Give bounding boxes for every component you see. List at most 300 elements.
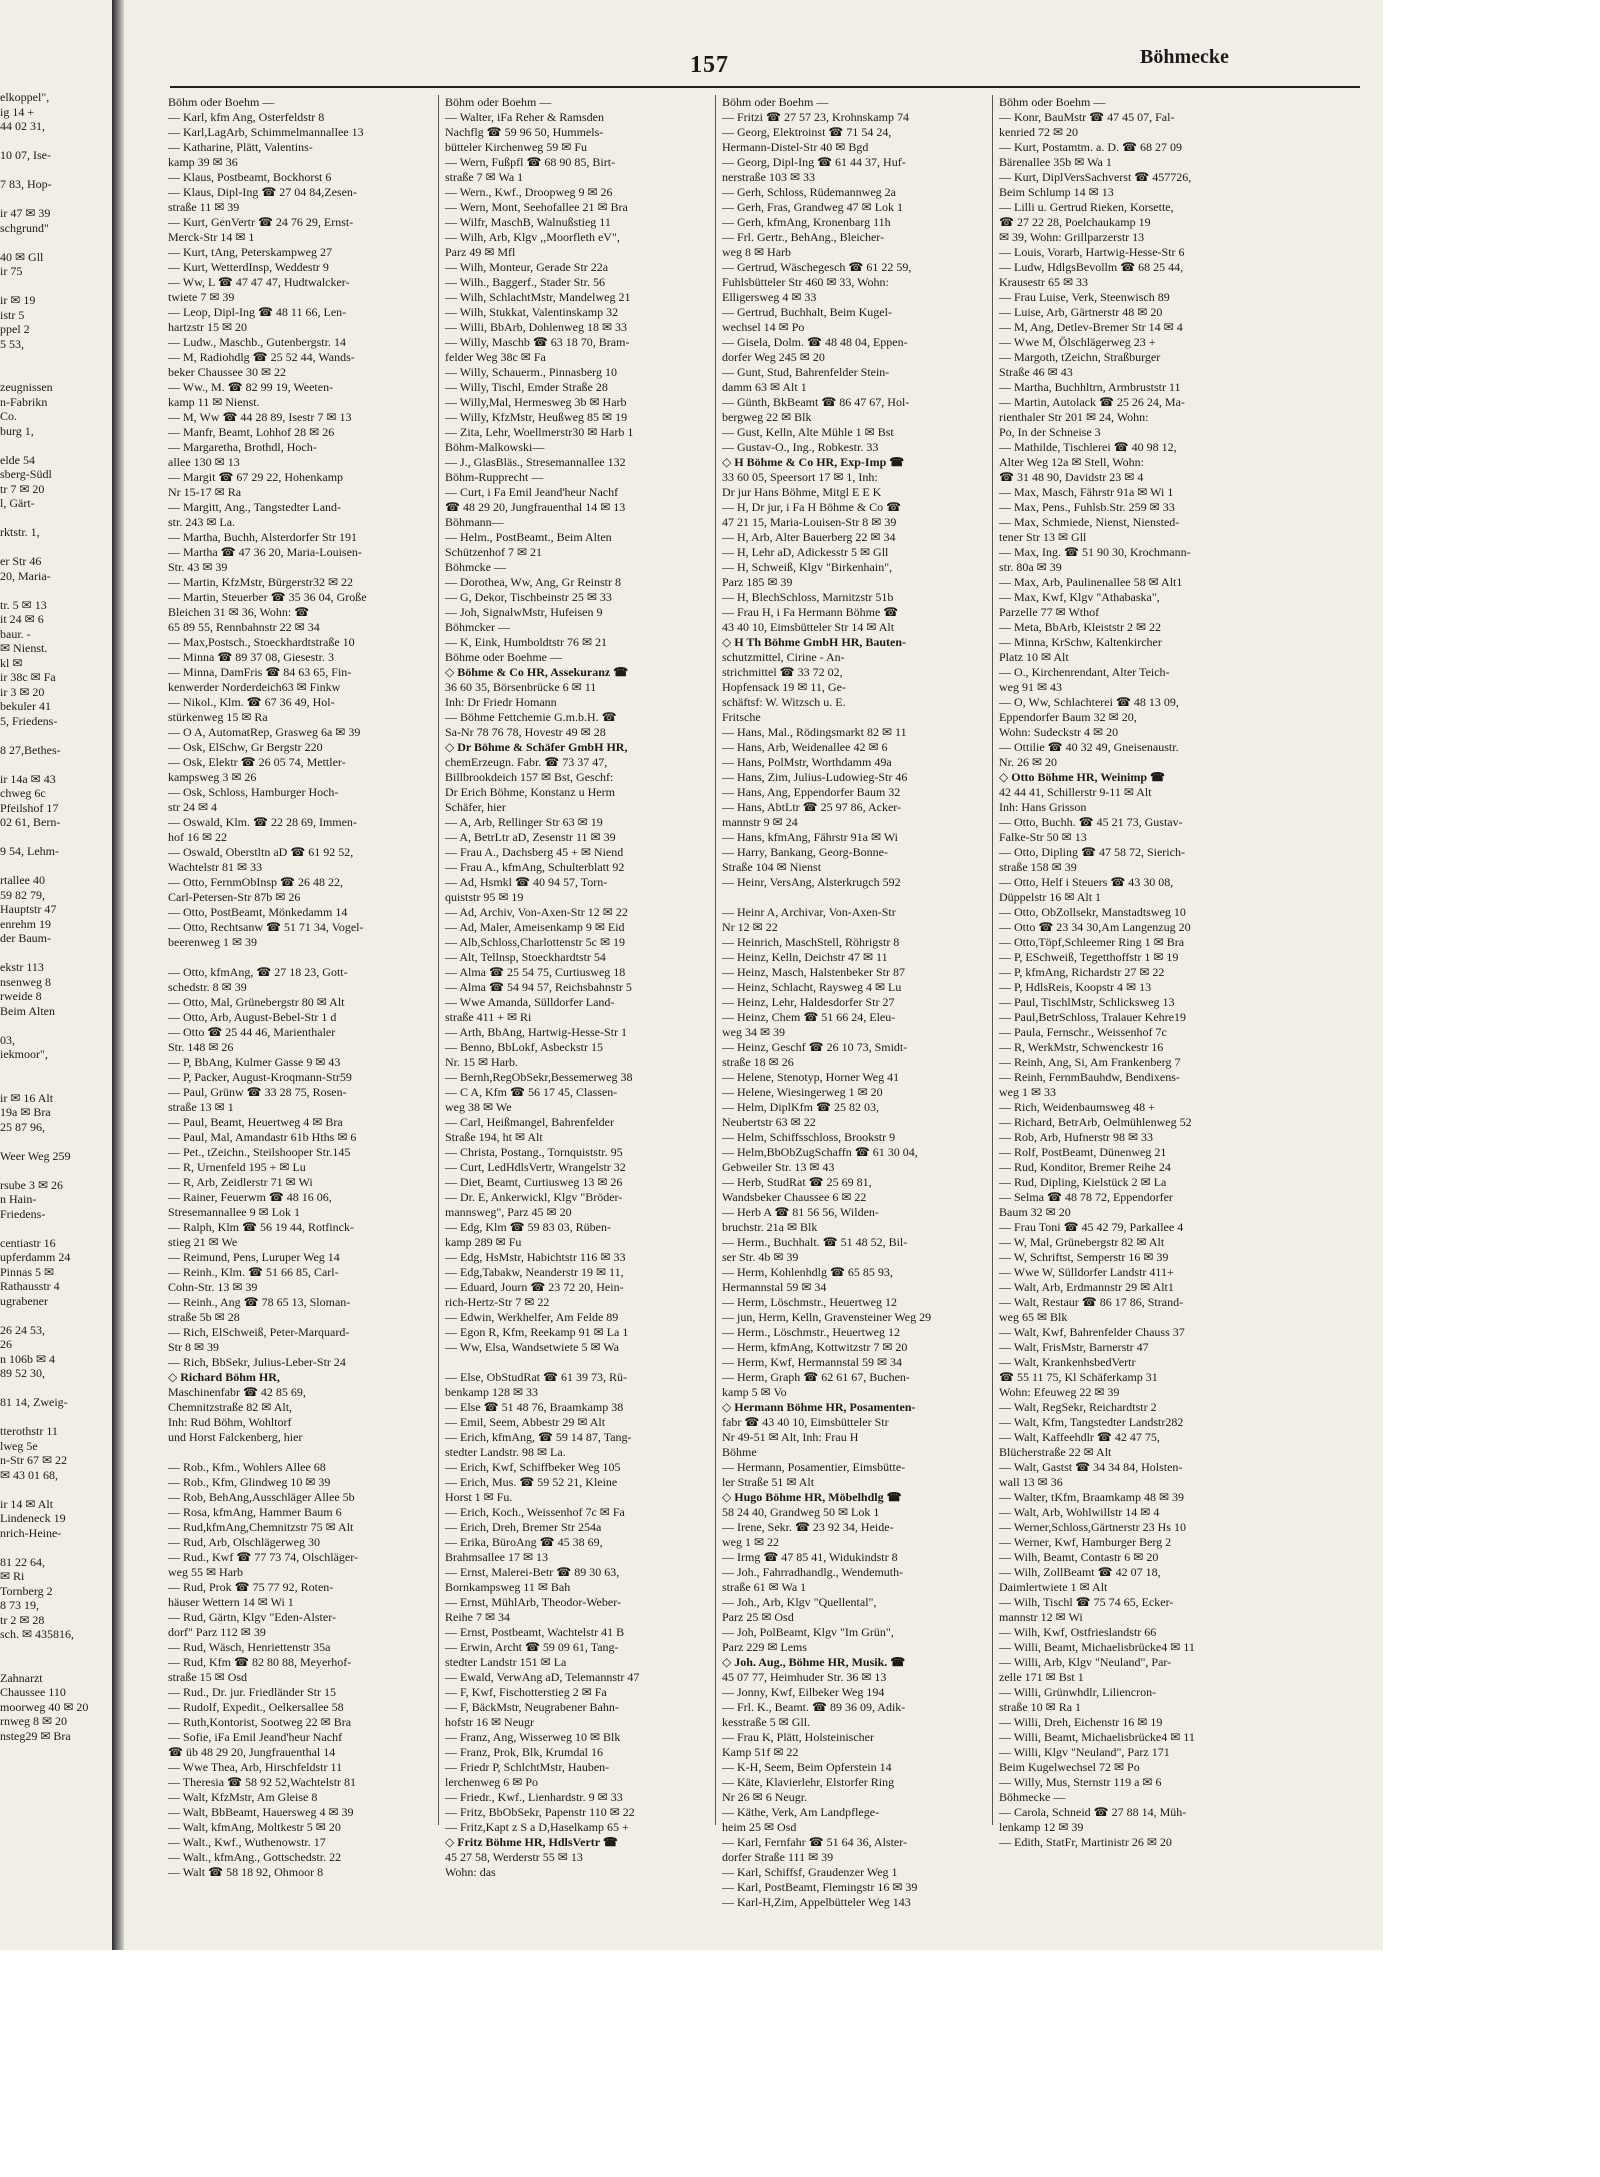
directory-entry-line: — Rud, Wäsch, Henriettenstr 35a bbox=[168, 1640, 331, 1654]
directory-entry-line: — Rud,kfmAng,Chemnitzstr 75 ✉ Alt bbox=[168, 1520, 354, 1534]
directory-entry-line: — Alt, Tellnsp, Stoeckhardtstr 54 bbox=[445, 950, 606, 964]
directory-entry-line: Nr 26 ✉ 6 Neugr. bbox=[722, 1790, 808, 1804]
directory-entry-line: 33 60 05, Speersort 17 ✉ 1, Inh: bbox=[722, 470, 878, 484]
directory-entry-line: — Sofie, iFa Emil Jeand'heur Nachf bbox=[168, 1730, 343, 1744]
directory-entry-line: — O, Ww, Schlachterei ☎ 48 13 09, bbox=[999, 695, 1179, 709]
left-fragment-line: tr. 5 ✉ 13 bbox=[0, 597, 47, 612]
directory-entry-line: — Rud, Dipling, Kielstück 2 ✉ La bbox=[999, 1175, 1167, 1189]
directory-entry-line: straße 11 ✉ 39 bbox=[168, 200, 240, 214]
column-divider bbox=[438, 95, 439, 1825]
directory-entry-line: ◇ Fritz Böhme HR, HdlsVertr ☎ bbox=[445, 1835, 618, 1849]
directory-entry-line: — Jonny, Kwf, Eilbeker Weg 194 bbox=[722, 1685, 885, 1699]
directory-entry-line: — Carola, Schneid ☎ 27 88 14, Müh- bbox=[999, 1805, 1187, 1819]
left-fragment-line: lweg 5e bbox=[0, 1438, 38, 1453]
directory-entry-line: quiststr 95 ✉ 19 bbox=[445, 890, 524, 904]
directory-entry-line: tener Str 13 ✉ Gll bbox=[999, 530, 1087, 544]
directory-entry-line: — Karl,LagArb, Schimmelmannallee 13 bbox=[168, 125, 364, 139]
directory-entry-line: ◇ Richard Böhm HR, bbox=[168, 1370, 280, 1384]
left-fragment-line bbox=[0, 1482, 110, 1497]
directory-entry-line: kenried 72 ✉ 20 bbox=[999, 125, 1079, 139]
left-fragment-line: elde 54 bbox=[0, 452, 35, 467]
directory-entry-line: Nr 15-17 ✉ Ra bbox=[168, 485, 242, 499]
directory-entry-line: — Walt., kfmAng., Gottschedstr. 22 bbox=[168, 1850, 342, 1864]
directory-entry-line: — Käthe, Verk, Am Landpflege- bbox=[722, 1805, 880, 1819]
directory-entry-line: — Kurt, Postamtm. a. D. ☎ 68 27 09 bbox=[999, 140, 1182, 154]
directory-entry-line: — Martha, Buchh, Alsterdorfer Str 191 bbox=[168, 530, 357, 544]
left-fragment-line: n Hain- bbox=[0, 1192, 37, 1206]
directory-entry-line: nerstraße 103 ✉ 33 bbox=[722, 170, 816, 184]
left-fragment-line: centiastr 16 bbox=[0, 1235, 56, 1250]
directory-entry-line: straße 10 ✉ Ra 1 bbox=[999, 1700, 1082, 1714]
directory-entry-line: — Edwin, Werkhelfer, Am Felde 89 bbox=[445, 1310, 619, 1324]
directory-entry-line: rich-Hertz-Str 7 ✉ 22 bbox=[445, 1295, 550, 1309]
directory-entry-line: — Fritzi ☎ 27 57 23, Krohnskamp 74 bbox=[722, 110, 909, 124]
directory-entry-line: — Otto ☎ 25 44 46, Marienthaler bbox=[168, 1025, 336, 1039]
directory-entry-line bbox=[168, 1445, 433, 1460]
directory-entry-line: str 24 ✉ 4 bbox=[168, 800, 218, 814]
left-fragment-line: rtallee 40 bbox=[0, 873, 45, 887]
directory-entry-line: — Gisela, Dolm. ☎ 48 48 04, Eppen- bbox=[722, 335, 908, 349]
directory-entry-line: — Rud, Kfm ☎ 82 80 88, Meyerhof- bbox=[168, 1655, 352, 1669]
directory-entry-line: — Walt, KfzMstr, Am Gleise 8 bbox=[168, 1790, 318, 1804]
directory-entry-line: — Rainer, Feuerwm ☎ 48 16 06, bbox=[168, 1190, 332, 1204]
directory-entry-line: — Leop, Dipl-Ing ☎ 48 11 66, Len- bbox=[168, 305, 347, 319]
directory-entry-line: — C A, Kfm ☎ 56 17 45, Classen- bbox=[445, 1085, 618, 1099]
directory-entry-line: kesstraße 5 ✉ Gll. bbox=[722, 1715, 811, 1729]
directory-entry-line: Str. 148 ✉ 26 bbox=[168, 1040, 234, 1054]
directory-entry-line: — Wwe W, Sülldorfer Landstr 411+ bbox=[999, 1265, 1174, 1279]
left-fragment-line bbox=[0, 1381, 110, 1396]
directory-entry-line: weg 1 ✉ 33 bbox=[999, 1085, 1057, 1099]
directory-entry-line: Wohn: Efeuweg 22 ✉ 39 bbox=[999, 1385, 1120, 1399]
directory-entry-line: — Otto ☎ 23 34 30,Am Langenzug 20 bbox=[999, 920, 1191, 934]
directory-entry-line: bruchstr. 21a ✉ Blk bbox=[722, 1220, 818, 1234]
directory-column-3 bbox=[722, 95, 987, 1909]
directory-entry-line: weg 91 ✉ 43 bbox=[999, 680, 1063, 694]
directory-entry-line: — G, Dekor, Tischbeinstr 25 ✉ 33 bbox=[445, 590, 612, 604]
directory-entry-line: — Wwe M, Ölschlägerweg 23 + bbox=[999, 335, 1156, 349]
directory-entry-line: Parz 229 ✉ Lems bbox=[722, 1640, 808, 1654]
directory-entry-line: — Wilh, Stukkat, Valentinskamp 32 bbox=[445, 305, 619, 319]
directory-entry-line: straße 13 ✉ 1 bbox=[168, 1100, 234, 1114]
directory-entry-line: ◇ Otto Böhme HR, Weinimp ☎ bbox=[999, 770, 1165, 784]
directory-entry-line: — Rob., Kfm., Wohlers Allee 68 bbox=[168, 1460, 326, 1474]
directory-entry-line: damm 63 ✉ Alt 1 bbox=[722, 380, 807, 394]
left-fragment-line bbox=[0, 279, 110, 294]
directory-entry-line: — H, Lehr aD, Adickesstr 5 ✉ Gll bbox=[722, 545, 889, 559]
directory-entry-line: — Martin, Autolack ☎ 25 26 24, Ma- bbox=[999, 395, 1185, 409]
directory-entry-line: — Helene, Wiesingerweg 1 ✉ 20 bbox=[722, 1085, 883, 1099]
directory-entry-line: — Osk, ElSchw, Gr Bergstr 220 bbox=[168, 740, 323, 754]
directory-entry-line: — Wilh, Tischl ☎ 75 74 65, Ecker- bbox=[999, 1595, 1174, 1609]
left-fragment-line bbox=[0, 351, 110, 366]
directory-entry-line: — Helm,BbObZugSchaffn ☎ 61 30 04, bbox=[722, 1145, 918, 1159]
directory-entry-line: stedter Landstr 151 ✉ La bbox=[445, 1655, 567, 1669]
directory-entry-line: ✉ 39, Wohn: Grillparzerstr 13 bbox=[999, 230, 1145, 244]
directory-entry-line: — Dr. E, Ankerwickl, Klgv "Bröder- bbox=[445, 1190, 623, 1204]
left-fragment-line bbox=[0, 1308, 110, 1323]
directory-entry-line: bergweg 22 ✉ Blk bbox=[722, 410, 812, 424]
directory-entry-line: — Egon R, Kfm, Reekamp 91 ✉ La 1 bbox=[445, 1325, 629, 1339]
directory-entry-line: 65 89 55, Rennbahnstr 22 ✉ 34 bbox=[168, 620, 320, 634]
directory-entry-line: — Walt, Restaur ☎ 86 17 86, Strand- bbox=[999, 1295, 1184, 1309]
directory-entry-line: Dr jur Hans Böhme, Mitgl E E K bbox=[722, 485, 882, 499]
directory-entry-line: — Curt, LedHdlsVertr, Wrangelstr 32 bbox=[445, 1160, 626, 1174]
directory-entry-line: Wohn: das bbox=[445, 1865, 496, 1879]
directory-entry-line: chemErzeugn. Fabr. ☎ 73 37 47, bbox=[445, 755, 608, 769]
directory-entry-line: — Martin, KfzMstr, Bürgerstr32 ✉ 22 bbox=[168, 575, 353, 589]
directory-entry-line: — Mathilde, Tischlerei ☎ 40 98 12, bbox=[999, 440, 1177, 454]
directory-entry-line: Str 8 ✉ 39 bbox=[168, 1340, 220, 1354]
directory-entry-line: straße 18 ✉ 26 bbox=[722, 1055, 794, 1069]
directory-entry-line: ser Str. 4b ✉ 39 bbox=[722, 1250, 799, 1264]
directory-entry-line: — Ernst, MühlArb, Theodor-Weber- bbox=[445, 1595, 621, 1609]
directory-entry-line: — Willi, Grünwhdlr, Liliencron- bbox=[999, 1685, 1157, 1699]
directory-entry-line: ☎ 55 11 75, Kl Schäferkamp 31 bbox=[999, 1370, 1158, 1384]
directory-entry-line: Nr 12 ✉ 22 bbox=[722, 920, 778, 934]
directory-entry-line: — Walt, BbBeamt, Hauersweg 4 ✉ 39 bbox=[168, 1805, 354, 1819]
directory-entry-line: — Kurt, DiplVersSachverst ☎ 457726, bbox=[999, 170, 1192, 184]
directory-entry-line: — Wilh, Beamt, Contastr 6 ✉ 20 bbox=[999, 1550, 1159, 1564]
left-fragment-line: iekmoor", bbox=[0, 1047, 48, 1061]
left-fragment-line: ekstr 113 bbox=[0, 960, 44, 974]
directory-entry-line: — Georg, Dipl-Ing ☎ 61 44 37, Huf- bbox=[722, 155, 906, 169]
directory-entry-line: — Friedr P, SchlchtMstr, Hauben- bbox=[445, 1760, 610, 1774]
directory-entry-line: — Max, Schmiede, Nienst, Niensted- bbox=[999, 515, 1180, 529]
directory-entry-line: — Erich, Koch., Weissenhof 7c ✉ Fa bbox=[445, 1505, 625, 1519]
directory-entry-line: stedter Landstr. 98 ✉ La. bbox=[445, 1445, 566, 1459]
directory-entry-line: — Paula, Fernschr., Weissenhof 7c bbox=[999, 1025, 1167, 1039]
directory-entry-line: — Paul, Mal, Amandastr 61b Hths ✉ 6 bbox=[168, 1130, 357, 1144]
directory-entry-line: Böhm oder Boehm — bbox=[445, 95, 552, 109]
directory-entry-line: — Willi, Dreh, Eichenstr 16 ✉ 19 bbox=[999, 1715, 1163, 1729]
directory-entry-line: — Lilli u. Gertrud Rieken, Korsette, bbox=[999, 200, 1174, 214]
directory-entry-line: — Curt, i Fa Emil Jeand'heur Nachf bbox=[445, 485, 619, 499]
left-fragment-line: n-Str 67 ✉ 22 bbox=[0, 1453, 68, 1467]
directory-entry-line: felder Weg 38c ✉ Fa bbox=[445, 350, 546, 364]
directory-entry-line: Inh: Rud Böhm, Wohltorf bbox=[168, 1415, 292, 1429]
directory-entry-line: — Walt, Arb, Erdmannstr 29 ✉ Alt1 bbox=[999, 1280, 1174, 1294]
directory-entry-line: — Helm, DiplKfm ☎ 25 82 03, bbox=[722, 1100, 879, 1114]
directory-entry-line: — Konr, BauMstr ☎ 47 45 07, Fal- bbox=[999, 110, 1175, 124]
left-fragment-line: 40 ✉ Gll bbox=[0, 249, 44, 264]
directory-entry-line: — Wwe Amanda, Sülldorfer Land- bbox=[445, 995, 615, 1009]
directory-entry-line: schutzmittel, Cirine - An- bbox=[722, 650, 845, 664]
left-fragment-line: ir 75 bbox=[0, 264, 23, 278]
directory-entry-line: — Max, Kwf, Klgv "Athabaska", bbox=[999, 590, 1160, 604]
left-fragment-line: rktstr. 1, bbox=[0, 525, 40, 539]
directory-column-1 bbox=[168, 95, 433, 1885]
directory-entry-line: Brahmsallee 17 ✉ 13 bbox=[445, 1550, 549, 1564]
left-fragment-line bbox=[0, 235, 110, 250]
directory-entry-line: — Karl-H,Zim, Appelbütteler Weg 143 bbox=[722, 1895, 911, 1909]
directory-entry-line: — Walt, Gastst ☎ 34 34 84, Holsten- bbox=[999, 1460, 1183, 1474]
directory-entry-line: — Willy, Schauerm., Pinnasberg 10 bbox=[445, 365, 617, 379]
left-fragment-line: Beim Alten bbox=[0, 1003, 55, 1018]
directory-entry-line: Parz 185 ✉ 39 bbox=[722, 575, 793, 589]
directory-entry-line: Merck-Str 14 ✉ 1 bbox=[168, 230, 255, 244]
left-fragment-line: it 24 ✉ 6 bbox=[0, 612, 44, 626]
left-fragment-line: ir ✉ 16 Alt bbox=[0, 1090, 54, 1105]
directory-entry-line: — Klaus, Postbeamt, Bockhorst 6 bbox=[168, 170, 332, 184]
left-fragment-line bbox=[0, 163, 110, 178]
directory-entry-line: — Reinh, Ang, Si, Am Frankenberg 7 bbox=[999, 1055, 1181, 1069]
directory-entry-line: — Reinh., Ang ☎ 78 65 13, Sloman- bbox=[168, 1295, 351, 1309]
left-fragment-line: Co. bbox=[0, 409, 18, 423]
directory-entry-line: — Frl. Gertr., BehAng., Bleicher- bbox=[722, 230, 885, 244]
directory-entry-line: Böhme bbox=[722, 1445, 757, 1459]
left-fragment-line bbox=[0, 540, 110, 555]
directory-entry-line: — Hans, PolMstr, Worthdamm 49a bbox=[722, 755, 892, 769]
directory-entry-line: stieg 21 ✉ We bbox=[168, 1235, 238, 1249]
directory-entry-line: — Nikol., Klm. ☎ 67 36 49, Hol- bbox=[168, 695, 335, 709]
directory-entry-line: weg 1 ✉ 22 bbox=[722, 1535, 780, 1549]
directory-entry-line: — Otto, Rechtsanw ☎ 51 71 34, Vogel- bbox=[168, 920, 364, 934]
directory-entry-line: hofstr 16 ✉ Neugr bbox=[445, 1715, 535, 1729]
directory-entry-line: — Max,Postsch., Stoeckhardtstraße 10 bbox=[168, 635, 355, 649]
directory-entry-line: Schützenhof 7 ✉ 21 bbox=[445, 545, 543, 559]
directory-entry-line: — Irmg ☎ 47 85 41, Widukindstr 8 bbox=[722, 1550, 898, 1564]
directory-entry-line: — Heinr, VersAng, Alsterkrugch 592 bbox=[722, 875, 901, 889]
directory-entry-line: — Herm, Kohlenhdlg ☎ 65 85 93, bbox=[722, 1265, 893, 1279]
directory-entry-line: Po, In der Schneise 3 bbox=[999, 425, 1101, 439]
directory-entry-line: — Karl, Schiffsf, Graudenzer Weg 1 bbox=[722, 1865, 898, 1879]
directory-entry-line: — Rob., Kfm, Glindweg 10 ✉ 39 bbox=[168, 1475, 331, 1489]
directory-entry-line: — Dorothea, Ww, Ang, Gr Reinstr 8 bbox=[445, 575, 621, 589]
directory-entry-line: — Rolf, PostBeamt, Dünenweg 21 bbox=[999, 1145, 1167, 1159]
directory-entry-line: ◇ Joh. Aug., Böhme HR, Musik. ☎ bbox=[722, 1655, 906, 1669]
directory-entry-line: — Kurt, WetterdInsp, Weddestr 9 bbox=[168, 260, 329, 274]
directory-entry-line: — Frau K, Plätt, Holsteinischer bbox=[722, 1730, 874, 1744]
directory-entry-line: — Willi, Klgv "Neuland", Parz 171 bbox=[999, 1745, 1170, 1759]
left-fragment-line: chweg 6c bbox=[0, 786, 46, 800]
left-fragment-line bbox=[0, 757, 110, 772]
directory-entry-line: — Herb, StudRat ☎ 25 69 81, bbox=[722, 1175, 872, 1189]
directory-entry-line: ☎ 31 48 90, Davidstr 23 ✉ 4 bbox=[999, 470, 1144, 484]
directory-entry-line: — Max, Pens., Fuhlsb.Str. 259 ✉ 33 bbox=[999, 500, 1175, 514]
directory-entry-line: — Hans, Zim, Julius-Ludowieg-Str 46 bbox=[722, 770, 908, 784]
directory-entry-line: — Böhme Fettchemie G.m.b.H. ☎ bbox=[445, 710, 617, 724]
directory-entry-line: — Frl. K., Beamt. ☎ 89 36 09, Adik- bbox=[722, 1700, 906, 1714]
directory-entry-line: — Manfr, Beamt, Lohhof 28 ✉ 26 bbox=[168, 425, 335, 439]
directory-entry-line: — F, Kwf, Fischotterstieg 2 ✉ Fa bbox=[445, 1685, 607, 1699]
directory-entry-line bbox=[445, 1355, 710, 1370]
directory-entry-line: — Wilh, Kwf, Ostfrieslandstr 66 bbox=[999, 1625, 1157, 1639]
left-fragment-line: ir 3 ✉ 20 bbox=[0, 684, 45, 699]
directory-entry-line: — Theresia ☎ 58 92 52,Wachtelstr 81 bbox=[168, 1775, 357, 1789]
left-fragment-line: tr 7 ✉ 20 bbox=[0, 481, 45, 496]
directory-entry-line: ◇ H Th Böhme GmbH HR, Bauten- bbox=[722, 635, 907, 649]
directory-entry-line: straße 7 ✉ Wa 1 bbox=[445, 170, 524, 184]
directory-entry-line: Stresemannallee 9 ✉ Lok 1 bbox=[168, 1205, 301, 1219]
directory-entry-line: — Paul, Beamt, Heuertweg 4 ✉ Bra bbox=[168, 1115, 343, 1129]
directory-entry-line: dorf" Parz 112 ✉ 39 bbox=[168, 1625, 266, 1639]
directory-entry-line: — Otto, Helf i Steuers ☎ 43 30 08, bbox=[999, 875, 1174, 889]
directory-entry-line: — Edg, HsMstr, Habichtstr 116 ✉ 33 bbox=[445, 1250, 626, 1264]
left-fragment-line bbox=[0, 830, 110, 845]
directory-entry-line: — Willi, Beamt, Michaelisbrücke4 ✉ 11 bbox=[999, 1640, 1195, 1654]
directory-entry-line: — Gust, Kelln, Alte Mühle 1 ✉ Bst bbox=[722, 425, 894, 439]
directory-entry-line: Böhm-Rupprecht — bbox=[445, 470, 544, 484]
directory-entry-line: — Eduard, Journ ☎ 23 72 20, Hein- bbox=[445, 1280, 624, 1294]
header-rule bbox=[170, 86, 1360, 88]
left-fragment-line: ugrabener bbox=[0, 1293, 48, 1308]
directory-entry-line: — Otto,Töpf,Schleemer Ring 1 ✉ Bra bbox=[999, 935, 1185, 949]
directory-entry-line: — Max, Arb, Paulinenallee 58 ✉ Alt1 bbox=[999, 575, 1183, 589]
directory-entry-line: — M, Radiohdlg ☎ 25 52 44, Wands- bbox=[168, 350, 355, 364]
directory-entry-line: — Walt., Kwf., Wuthenowstr. 17 bbox=[168, 1835, 326, 1849]
directory-entry-line: Bärenallee 35b ✉ Wa 1 bbox=[999, 155, 1112, 169]
directory-entry-line: ☎ üb 48 29 20, Jungfrauenthal 14 bbox=[168, 1745, 336, 1759]
left-fragment-line: der Baum- bbox=[0, 931, 51, 945]
directory-entry-line: — Rud, Prok ☎ 75 77 92, Roten- bbox=[168, 1580, 334, 1594]
directory-entry-line: — Werner,Schloss,Gärtnerstr 23 Hs 10 bbox=[999, 1520, 1186, 1534]
directory-entry-line: — Rob, BehAng,Ausschläger Allee 5b bbox=[168, 1490, 355, 1504]
directory-entry-line: ☎ 27 22 28, Poelchaukamp 19 bbox=[999, 215, 1151, 229]
directory-entry-line: kampsweg 3 ✉ 26 bbox=[168, 770, 257, 784]
directory-entry-line: Wachtelstr 81 ✉ 33 bbox=[168, 860, 263, 874]
directory-entry-line: — Martha, Buchhltrn, Armbruststr 11 bbox=[999, 380, 1181, 394]
directory-entry-line: — Walt, kfmAng, Moltkestr 5 ✉ 20 bbox=[168, 1820, 341, 1834]
directory-entry-line: — Heinz, Lehr, Haldesdorfer Str 27 bbox=[722, 995, 895, 1009]
left-fragment-line: ir 14a ✉ 43 bbox=[0, 771, 56, 786]
directory-entry-line: Düppelstr 16 ✉ Alt 1 bbox=[999, 890, 1102, 904]
directory-entry-line: benkamp 128 ✉ 33 bbox=[445, 1385, 539, 1399]
directory-entry-line: stürkenweg 15 ✉ Ra bbox=[168, 710, 268, 724]
left-fragment-line: schgrund" bbox=[0, 220, 49, 235]
directory-entry-line: — Rob, Arb, Hufnerstr 98 ✉ 33 bbox=[999, 1130, 1154, 1144]
directory-entry-line bbox=[722, 890, 987, 905]
directory-entry-line: — Wilh, Monteur, Gerade Str 22a bbox=[445, 260, 609, 274]
directory-entry-line: Cohn-Str. 13 ✉ 39 bbox=[168, 1280, 258, 1294]
directory-entry-line: — Edg,Tabakw, Neanderstr 19 ✉ 11, bbox=[445, 1265, 624, 1279]
directory-entry-line: — Oswald, Klm. ☎ 22 28 69, Immen- bbox=[168, 815, 357, 829]
column-divider bbox=[715, 95, 716, 1825]
directory-entry-line: — Ad, Archiv, Von-Axen-Str 12 ✉ 22 bbox=[445, 905, 628, 919]
directory-entry-line: Böhme oder Boehme — bbox=[445, 650, 562, 664]
directory-entry-line: — Reinh, FernmBauhdw, Bendixens- bbox=[999, 1070, 1180, 1084]
directory-entry-line: — Erich, Kwf, Schiffbeker Weg 105 bbox=[445, 1460, 621, 1474]
directory-entry-line: — Walt, Arb, Wohlwillstr 14 ✉ 4 bbox=[999, 1505, 1160, 1519]
directory-entry-line: — Erwin, Archt ☎ 59 09 61, Tang- bbox=[445, 1640, 619, 1654]
directory-entry-line: — Alma ☎ 25 54 75, Curtiusweg 18 bbox=[445, 965, 626, 979]
directory-entry-line: — Karl, kfm Ang, Osterfeldstr 8 bbox=[168, 110, 325, 124]
directory-entry-line: — Gustav-O., Ing., Robkestr. 33 bbox=[722, 440, 879, 454]
left-fragment-line: ig 14 + bbox=[0, 104, 35, 119]
directory-entry-line: kamp 5 ✉ Vo bbox=[722, 1385, 787, 1399]
left-fragment-line bbox=[0, 1410, 110, 1425]
directory-entry-line: hartzstr 15 ✉ 20 bbox=[168, 320, 248, 334]
left-fragment-line: 26 24 53, bbox=[0, 1322, 45, 1337]
directory-entry-line: — O., Kirchenrendant, Alter Teich- bbox=[999, 665, 1170, 679]
left-fragment-line: 89 52 30, bbox=[0, 1366, 45, 1380]
directory-entry-line: Falke-Str 50 ✉ 13 bbox=[999, 830, 1087, 844]
directory-entry-line: — P, Packer, August-Kroqmann-Str59 bbox=[168, 1070, 352, 1084]
left-fragment-line: kl ✉ bbox=[0, 655, 23, 670]
directory-entry-line: — Minna, KrSchw, Kaltenkircher bbox=[999, 635, 1162, 649]
directory-entry-line: — Margitt, Ang., Tangstedter Land- bbox=[168, 500, 342, 514]
directory-entry-line: — Minna, DamFris ☎ 84 63 65, Fin- bbox=[168, 665, 352, 679]
book-spine bbox=[112, 0, 124, 1950]
directory-entry-line: Baum 32 ✉ 20 bbox=[999, 1205, 1071, 1219]
directory-entry-line: Reihe 7 ✉ 34 bbox=[445, 1610, 511, 1624]
directory-entry-line: — Rud., Kwf ☎ 77 73 74, Olschläger- bbox=[168, 1550, 359, 1564]
left-fragment-line: Tornberg 2 bbox=[0, 1583, 53, 1598]
left-fragment-line bbox=[0, 366, 110, 381]
directory-entry-line: — Wwe Thea, Arb, Hirschfeldstr 11 bbox=[168, 1760, 343, 1774]
directory-entry-line: — Joh., Arb, Klgv "Quellental", bbox=[722, 1595, 877, 1609]
left-fragment-line: enrehm 19 bbox=[0, 916, 51, 931]
directory-entry-line: — Erich, Mus. ☎ 59 52 21, Kleine bbox=[445, 1475, 618, 1489]
directory-entry-line: — Selma ☎ 48 78 72, Eppendorfer bbox=[999, 1190, 1173, 1204]
directory-entry-line: — Willi, Arb, Klgv "Neuland", Par- bbox=[999, 1655, 1172, 1669]
directory-entry-line: und Horst Falckenberg, hier bbox=[168, 1430, 303, 1444]
directory-entry-line: — Helene, Stenotyp, Horner Weg 41 bbox=[722, 1070, 900, 1084]
directory-entry-line: — Heinrich, MaschStell, Röhrigstr 8 bbox=[722, 935, 900, 949]
left-fragment-line bbox=[0, 728, 110, 743]
directory-entry-line: Nr. 26 ✉ 20 bbox=[999, 755, 1058, 769]
directory-entry-line: zelle 171 ✉ Bst 1 bbox=[999, 1670, 1084, 1684]
directory-entry-line: — Gerh, kfmAng, Kronenbarg 11h bbox=[722, 215, 891, 229]
left-fragment-line: ir 14 ✉ Alt bbox=[0, 1496, 54, 1511]
directory-entry-line: — Wilh., Baggerf., Stader Str. 56 bbox=[445, 275, 605, 289]
directory-entry-line: Platz 10 ✉ Alt bbox=[999, 650, 1069, 664]
left-fragment-line bbox=[0, 511, 110, 526]
left-fragment-line bbox=[0, 583, 110, 598]
left-fragment-line: rnweg 8 ✉ 20 bbox=[0, 1714, 68, 1728]
directory-entry-line: — Meta, BbArb, Kleiststr 2 ✉ 22 bbox=[999, 620, 1162, 634]
directory-entry-line: beerenweg 1 ✉ 39 bbox=[168, 935, 258, 949]
directory-entry-line: 47 21 15, Maria-Louisen-Str 8 ✉ 39 bbox=[722, 515, 897, 529]
directory-entry-line: — Walt, Kaffeehdlr ☎ 42 47 75, bbox=[999, 1430, 1160, 1444]
directory-entry-line: mannsweg", Parz 45 ✉ 20 bbox=[445, 1205, 572, 1219]
left-fragment-line bbox=[0, 438, 110, 453]
directory-entry-line: 36 60 35, Börsenbrücke 6 ✉ 11 bbox=[445, 680, 597, 694]
left-fragment-line bbox=[0, 1076, 110, 1091]
directory-entry-line: — A, Arb, Rellinger Str 63 ✉ 19 bbox=[445, 815, 603, 829]
directory-entry-line: — Otto, kfmAng, ☎ 27 18 23, Gott- bbox=[168, 965, 348, 979]
directory-entry-line: — Reimund, Pens, Luruper Weg 14 bbox=[168, 1250, 340, 1264]
directory-entry-line: weg 55 ✉ Harb bbox=[168, 1565, 244, 1579]
left-fragment-line: nsenweg 8 bbox=[0, 974, 51, 989]
directory-entry-line: wall 13 ✉ 36 bbox=[999, 1475, 1063, 1489]
left-fragment-line bbox=[0, 1134, 110, 1149]
directory-entry-line: — Wern., Kwf., Droopweg 9 ✉ 26 bbox=[445, 185, 613, 199]
directory-entry-line: — Alma ☎ 54 94 57, Reichsbahnstr 5 bbox=[445, 980, 632, 994]
directory-entry-line: — Frau Toni ☎ 45 42 79, Parkallee 4 bbox=[999, 1220, 1184, 1234]
directory-entry-line: heim 25 ✉ Osd bbox=[722, 1820, 797, 1834]
directory-entry-line: Böhm oder Boehm — bbox=[168, 95, 275, 109]
left-fragment-line: 5 53, bbox=[0, 336, 24, 351]
directory-entry-line: — Hans, kfmAng, Fährstr 91a ✉ Wi bbox=[722, 830, 898, 844]
left-fragment-line: Lindeneck 19 bbox=[0, 1511, 66, 1525]
directory-entry-line: — Paul, TischlMstr, Schlicksweg 13 bbox=[999, 995, 1175, 1009]
left-fragment-line: 26 bbox=[0, 1337, 12, 1351]
directory-entry-line: — Gunt, Stud, Bahrenfelder Stein- bbox=[722, 365, 890, 379]
directory-entry-line: — Katharine, Plätt, Valentins- bbox=[168, 140, 313, 154]
directory-entry-line: — K, Eink, Humboldtstr 76 ✉ 21 bbox=[445, 635, 608, 649]
left-fragment-line: 02 61, Bern- bbox=[0, 815, 61, 829]
left-fragment-line: Hauptstr 47 bbox=[0, 902, 57, 916]
left-fragment-line: 5, Friedens- bbox=[0, 713, 58, 728]
directory-entry-line: Sa-Nr 78 76 78, Hovestr 49 ✉ 28 bbox=[445, 725, 606, 739]
left-fragment-line: upferdamm 24 bbox=[0, 1250, 71, 1264]
directory-entry-line: — Martha ☎ 47 36 20, Maria-Louisen- bbox=[168, 545, 362, 559]
left-fragment-line: n 106b ✉ 4 bbox=[0, 1351, 56, 1366]
left-fragment-line: n-Fabrikn bbox=[0, 394, 48, 409]
directory-entry-line: — Willi, Beamt, Michaelisbrücke4 ✉ 11 bbox=[999, 1730, 1195, 1744]
left-fragment-line bbox=[0, 1656, 110, 1671]
